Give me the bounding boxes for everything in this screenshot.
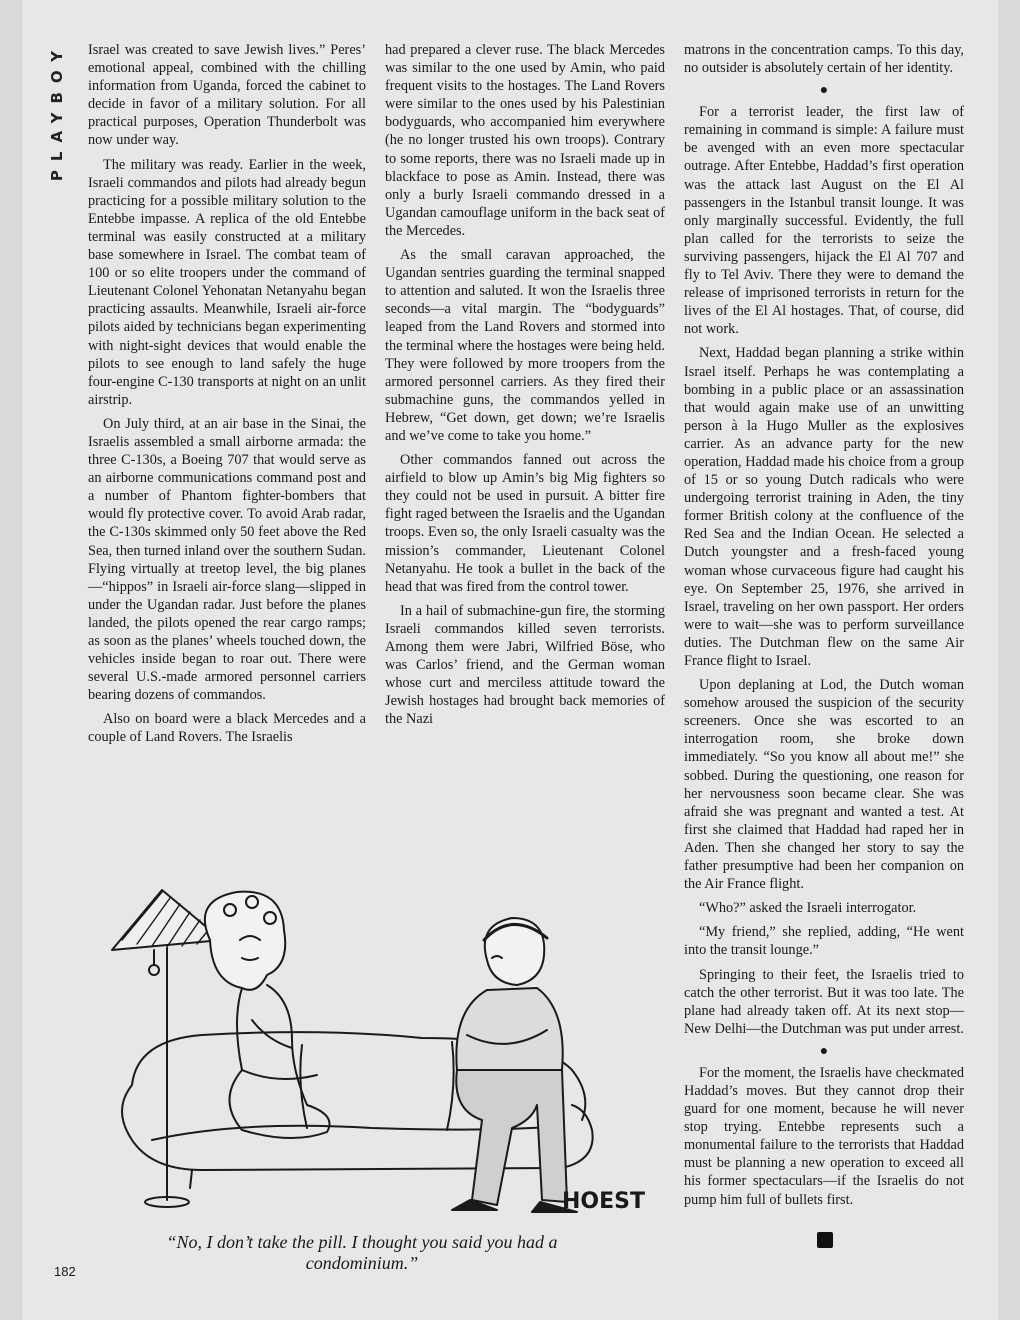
text-column-1 [88,41,366,753]
paragraph: As the small caravan approached, the Ugandan sentries guarding the terminal snapped to attention and saluted. It won the Israelis three seconds—a vital margin. The “bodyguards” leaped from the Land Rovers and stormed into the terminal where the hostages were being held. They were followed by more troopers from the armored personnel carriers. As they fired their submachine guns, the commandos yelled in Hebrew, “Get down, get down; we’re Israelis and we’ve come to take you home.” [385,247,665,444]
paragraph: had prepared a clever ruse. The black Mercedes was similar to the one used by Amin, who paid frequent visits to the hostages. The Land Rovers were similar to the ones used by his Palestinian bodyguards, who accompanied him everywhere (he no longer trusted his own troops). Contrary to some reports, there was no Israeli made up in blackface to pose as Amin. Instead, there was only a burly Israeli commando dressed in a Ugandan camouflage uniform in the back seat of the Mercedes. [385,42,665,239]
paragraph: Upon deplaning at Lod, the Dutch woman somehow aroused the suspicion of the security screeners. Once she was escorted to an interrogation room, she broke down immediately. “So you know all about me!” she sobbed. During the questioning, one reason for her nervousness soon became clear. She was afraid she was pregnant and wanted a test. At first she claimed that Haddad had raped her in Aden. Then she changed her story to say the father presumptive had been her companion on the Air France flight. [684,677,964,893]
paragraph: In a hail of submachine-gun fire, the storming Israeli commandos killed seven terrorists. Among them were Jabri, Wilfried Böse, who was Carlos’ friend, and the German woman whose curt and merciless attitude toward the Jewish hostages had brought back memories of the Nazi [385,602,665,728]
paragraph: For a terrorist leader, the first law of remaining in command is simple: A failure must be avenged with an even more spectacular outrage. After Entebbe, Haddad’s first operation was the attack last August on the El Al passengers in the Istanbul transit lounge. It was only marginally successful. Evidently, the full plan called for the terrorists to seize the surviving passengers, hijack the El Al 707 and fly to Tel Aviv. There they were to demand the release of imprisoned terrorists in return for the lives of the El Al hostages. That, of course, did not work. [684,104,964,338]
rabbit-endmark-icon [817,1232,833,1248]
magazine-page [22,0,998,1320]
paragraph: Israel was created to save Jewish lives.” Peres’ emotional appeal, combined with the chilling information from Uganda, forced the cabinet to decide in favor of a military solution. For all practical purposes, Operation Thunderbolt was now under way. [88,42,366,149]
paragraph: “My friend,” she replied, adding, “He went into the transit lounge.” [684,924,964,959]
section-break-bullet: ● [819,83,829,99]
text-column-3 [684,41,964,1215]
section-break-bullet: ● [819,1043,829,1059]
text-column-2 [385,41,665,734]
paragraph: matrons in the concentration camps. To this day, no outsider is absolutely certain of her identity. [684,42,964,77]
paragraph: For the moment, the Israelis have checkmated Haddad’s moves. But they cannot drop their guard for one moment, because he will never stop trying. Entebbe represents such a monumental failure to the terrorists that Haddad must be planning a new operation to exceed all his former spectaculars—if the Israelis do not pump him full of bullets first. [684,1064,964,1208]
masthead: PLAYBOY [48,42,66,182]
paragraph: “Who?” asked the Israeli interrogator. [699,900,917,917]
paragraph: The military was ready. Earlier in the week, Israeli commandos and pilots had already begun practicing for a possible military solution to the Entebbe impasse. A replica of the old Entebbe terminal was easily constructed at a military base somewhere in Israel. The combat team of 100 or so elite troopers under the command of Lieutenant Colonel Yehonatan Netanyahu began practicing assaults. Meanwhile, Israeli air-force pilots aided by technicians began experimenting with night-sight devices that would enable the pilots to see enough to land safely the huge four-engine C-130 transports at night on an unlit airstrip. [88,156,366,408]
paragraph: Other commandos fanned out across the airfield to blow up Amin’s big Mig fighters so they could not be used in pursuit. A bitter fire fight raged between the Israelis and the Ugandan troops. Even so, the only Israeli casualty was the mission’s commander, Lieutenant Colonel Netanyahu. He took a bullet in the back of the head that was fired from the control tower. [385,452,665,595]
cartoon-illustration [92,870,648,1220]
cartoon-signature: HOEST [562,1189,645,1214]
paragraph: Springing to their feet, the Israelis tried to catch the other terrorist. But it was too late. The plane had already taken off. At its next stop—New Delhi—the Dutchman was put under arrest. [684,966,964,1037]
paragraph: Next, Haddad began planning a strike within Israel itself. Perhaps he was contemplating a bombing in a public place or an assassination that would again make use of an unwitting person à la Hugo Muller as the explosives carrier. As an advance party for the new operation, Haddad made his choice from a group of 15 or so young Dutch radicals who were undergoing terrorist training in Aden, the tiny former British colony at the confluence of the Red Sea and the Indian Ocean. He selected a Dutch youngster and a fresh-faced young woman whose curvaceous figure had caught his eye. On September 25, 1976, she arrived in Israel, traveling on her own passport. Her orders were to wait—she was to perform surveillance duties. The Dutchman flew on the same Air France flight to Israel. [684,345,964,669]
paragraph: Also on board were a black Mercedes and a couple of Land Rovers. The Israelis [88,711,366,746]
cartoon-caption: “No, I don’t take the pill. I thought you said you had a condominium.” [166,1232,558,1273]
paragraph: On July third, at an air base in the Sinai, the Israelis assembled a small airborne armada: the three C-130s, a Boeing 707 that would serve as an airborne communications command post and a number of Phantom fighter-bombers that would fly protective cover. To avoid Arab radar, the C-130s skimmed only 50 feet above the Red Sea, then turned inland over the southern Sudan. Flying virtually at treetop level, the big planes—“hippos” in Israeli air-force slang—slipped in under the Ugandan radar. Just before the planes landed, the pilots opened the rear cargo ramps; as soon as the planes’ wheels touched down, the vehicles inside began to roar out. There were several U.S.-made armored personnel carriers bearing dozens of commandos. [88,415,366,704]
page-number: 182 [54,1264,76,1279]
